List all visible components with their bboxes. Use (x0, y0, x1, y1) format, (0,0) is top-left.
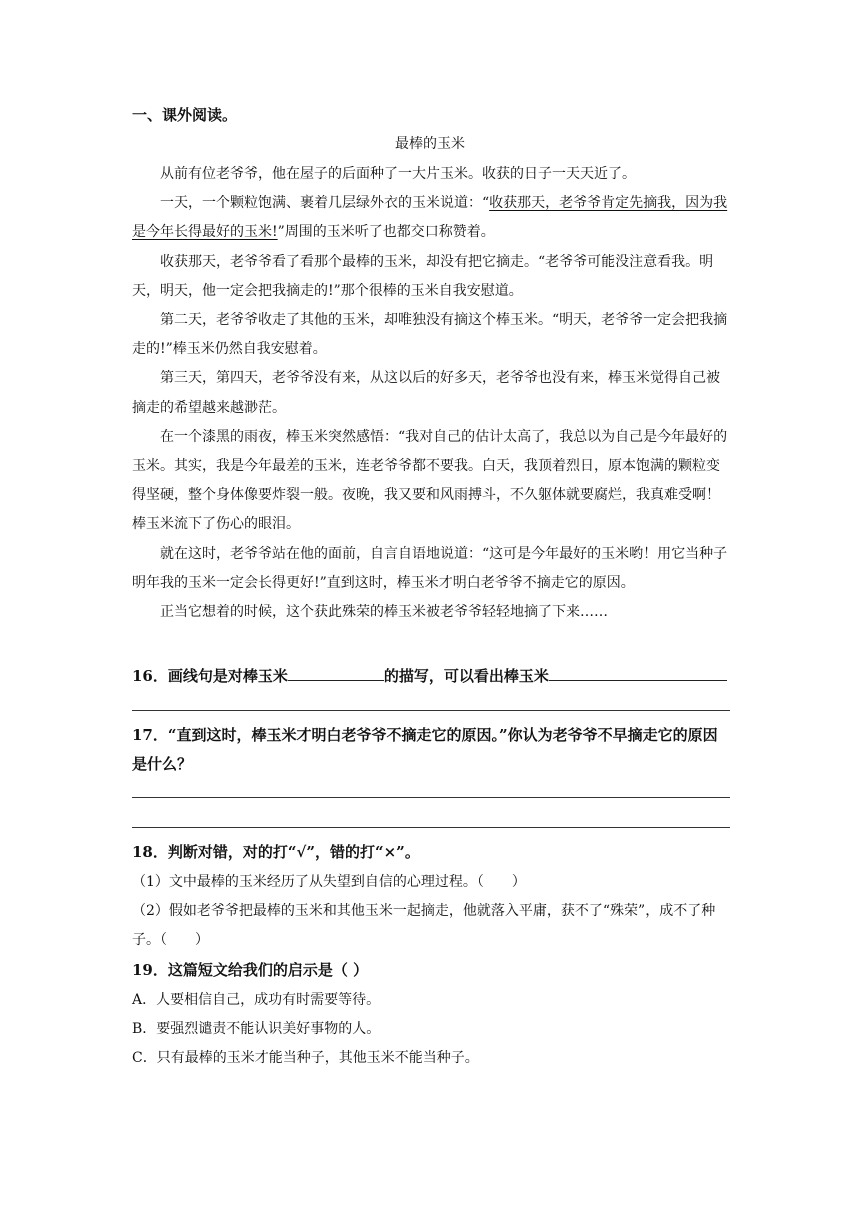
q19-option-a[interactable]: A．人要相信自己，成功有时需要等待。 (132, 992, 381, 1008)
story-paragraph: 从前有位老爷爷，他在屋子的后面种了一大片玉米。收获的日子一天天近了。 (160, 166, 636, 182)
story-body (132, 160, 732, 627)
quote-lead-in: 一天，一个颗粒饱满、裹着几层绿外衣的玉米说道：“ (160, 195, 490, 212)
story-paragraph: 就在这时，老爷爷站在他的面前，自言自语地说道：“这可是今年最好的玉米哟！用它当种子明年我的玉米一定会长得更好!”直到这时，棒玉米才明白老爷爷不摘走它的原因。 (132, 545, 728, 591)
q16-answer-line[interactable] (132, 710, 730, 711)
q16-text-part1: 16．画线句是对棒玉米 (132, 667, 288, 685)
story-paragraph: 正当它想着的时候，这个获此殊荣的棒玉米被老爷爷轻轻地摘了下来…… (160, 604, 608, 621)
q18-statement-1: （1）文中最棒的玉米经历了从失望到自信的心理过程。（ ） (132, 874, 526, 890)
q16-answer-blank-2[interactable] (549, 666, 727, 681)
quote-follow: ”周围的玉米听了也都交口称赞着。 (277, 224, 495, 241)
q16-text-part2: 的描写，可以看出棒玉米 (383, 667, 549, 685)
q16-answer-blank-1[interactable] (288, 666, 384, 681)
q17-answer-line-1[interactable] (132, 797, 730, 798)
q17-answer-line-2[interactable] (132, 827, 730, 828)
story-paragraph: 在一个漆黑的雨夜，棒玉米突然感悟：“我对自己的估计太高了，我总以为自己是今年最好的玉米。其实，我是今年最差的玉米，连老爷爷都不要我。白天，我顶着烈日，原本饱满的颗粒变得坚硬，整个身体像要炸裂一般。夜晚，我又要和风雨搏斗，不久躯体就要腐烂，我真难受啊！棒玉米流下了伤心的眼泪。 (132, 428, 728, 533)
question-16 (132, 665, 732, 686)
q19-option-b[interactable]: B．要强烈谴责不能认识美好事物的人。 (132, 1021, 381, 1037)
question-17: 17．“直到这时，棒玉米才明白老爷爷不摘走它的原因。”你认为老爷爷不早摘走它的原因是什么？ (132, 726, 718, 773)
section-title: 一、课外阅读。 (132, 106, 238, 124)
question-19: 19．这篇短文给我们的启示是（ ） (132, 961, 369, 979)
underlined-sentence: 收获那天，老爷爷肯定先摘我，因为我是今年长得最好的玉米! (132, 195, 728, 241)
q19-option-c[interactable]: C．只有最棒的玉米才能当种子，其他玉米不能当种子。 (132, 1050, 479, 1066)
story-paragraph (132, 189, 732, 247)
story-paragraph: 第二天，老爷爷收走了其他的玉米，却唯独没有摘这个棒玉米。“明天，老爷爷一定会把我摘走的!”棒玉米仍然自我安慰着。 (132, 312, 728, 358)
story-paragraph: 收获那天，老爷爷看了看那个最棒的玉米，却没有把它摘走。“老爷爷可能没注意看我。明天，明天，他一定会把我摘走的!”那个很棒的玉米自我安慰道。 (132, 253, 714, 299)
story-title: 最棒的玉米 (395, 136, 465, 152)
story-paragraph: 第三天，第四天，老爷爷没有来，从这以后的好多天，老爷爷也没有来，棒玉米觉得自己被摘走的希望越来越渺茫。 (132, 370, 720, 416)
question-18: 18．判断对错，对的打“√”，错的打“×”。 (132, 843, 420, 861)
q18-statement-2: （2）假如老爷爷把最棒的玉米和其他玉米一起摘走，他就落入平庸，获不了“殊荣”，成不了种子。（ ） (132, 903, 716, 948)
